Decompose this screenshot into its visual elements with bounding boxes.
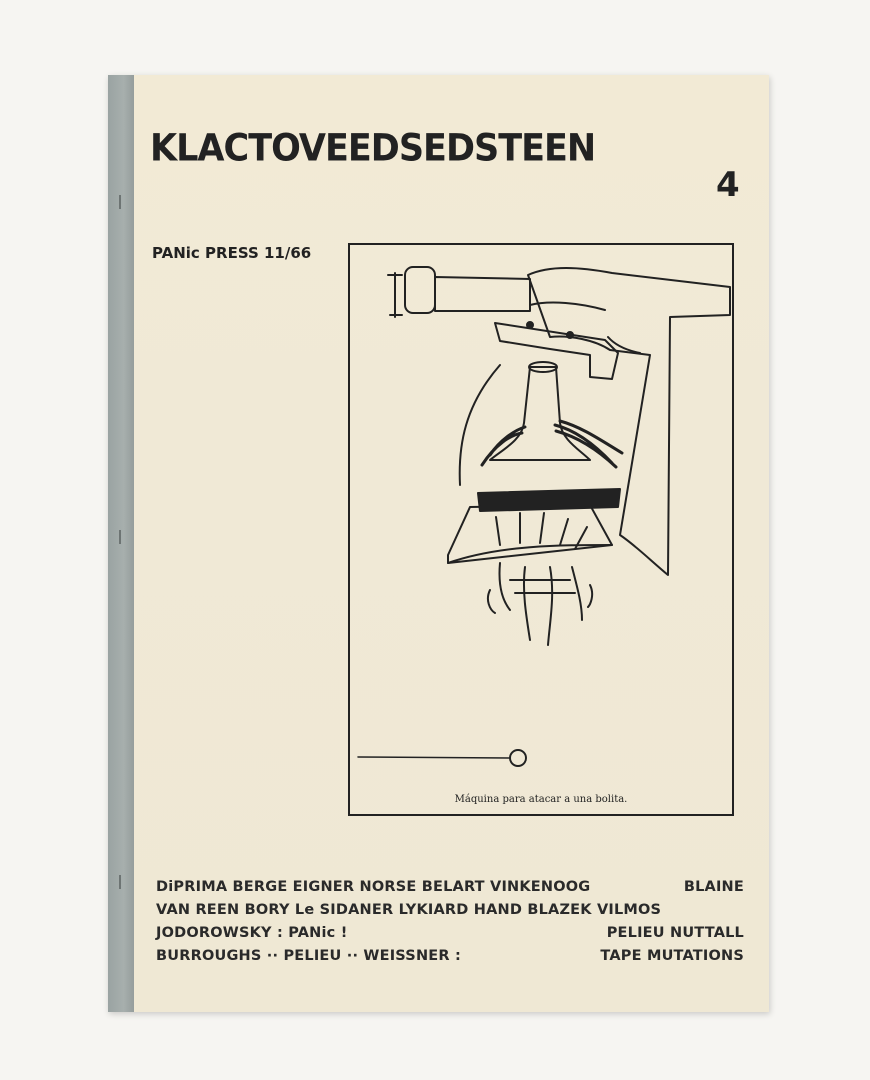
machine-illustration — [350, 245, 732, 814]
tray-pins — [496, 513, 587, 549]
contributor-row — [156, 922, 744, 945]
issue-number: 4 — [716, 165, 740, 205]
contributor-names: DiPRIMA BERGE EIGNER NORSE BELART VINKENOOG — [156, 879, 591, 895]
contributor-row — [156, 899, 744, 922]
cloth-spine — [108, 75, 134, 1012]
stick-line — [358, 757, 510, 758]
contributor-row — [156, 876, 744, 899]
body-band — [478, 489, 620, 511]
illustration-frame — [348, 243, 734, 816]
horizontal-bar — [435, 277, 530, 311]
spine-stitch — [119, 195, 121, 209]
illustration-caption: Máquina para atacar a una bolita. — [454, 794, 628, 805]
contributor-names: BURROUGHS ·· PELIEU ·· WEISSNER : — [156, 948, 461, 964]
hammer-neck — [490, 367, 590, 460]
magazine-cover — [108, 75, 769, 1012]
spine-stitch — [119, 875, 121, 889]
pin-legs — [499, 563, 582, 645]
contributor-row — [156, 945, 744, 968]
cloth-drape — [528, 268, 730, 575]
contributor-names: PELIEU NUTTALL — [606, 925, 744, 941]
contributor-names: TAPE MUTATIONS — [600, 948, 744, 964]
contributor-names: VAN REEN BORY Le SIDANER LYKIARD HAND BLAZEK VILMOS — [156, 902, 662, 918]
lower-tray — [448, 505, 612, 563]
contributor-list — [156, 876, 744, 968]
left-arm — [460, 365, 500, 485]
contributor-names: BLAINE — [683, 879, 744, 895]
spine-stitch — [119, 530, 121, 544]
publisher-date: PANic PRESS 11/66 — [152, 244, 312, 262]
handle-knob — [405, 267, 435, 313]
handle-pins — [388, 273, 402, 317]
contributor-names: JODOROWSKY : PANic ! — [156, 925, 348, 941]
bolita-ball — [510, 750, 526, 766]
magazine-title: KLACTOVEEDSEDSTEEN — [150, 127, 596, 171]
